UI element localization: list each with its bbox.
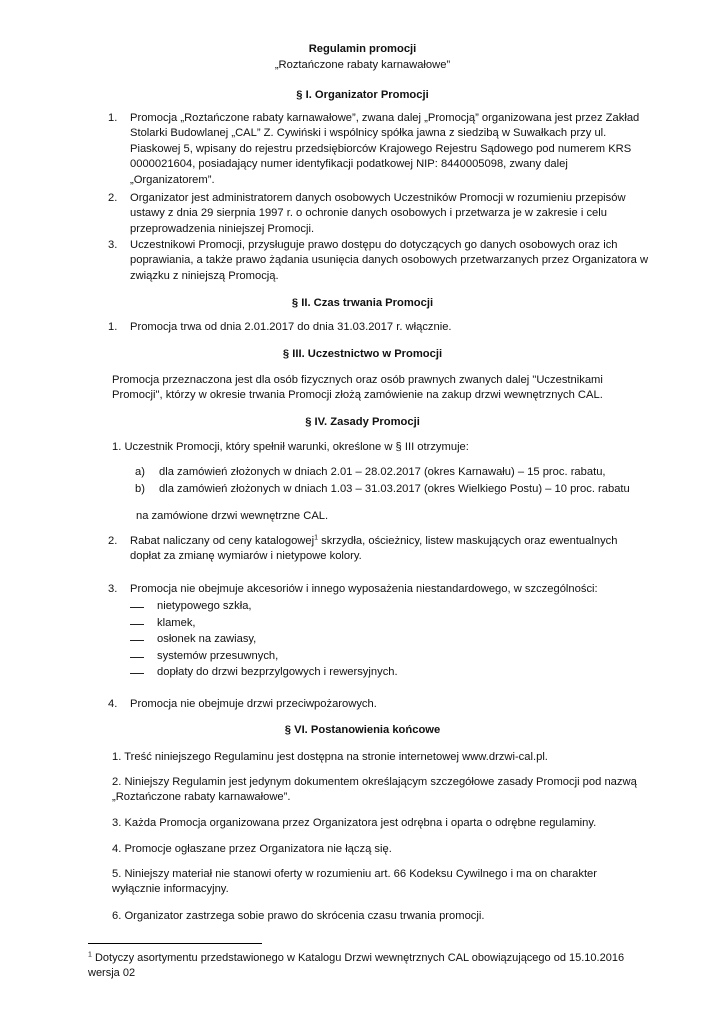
section-1-heading: § I. Organizator Promocji xyxy=(296,89,429,101)
s4-sub-a-text: dla zamówień złożonych w dniach 2.01 – 28.02.2017 (okres Karnawału) – 15 proc. rabatu, xyxy=(159,466,606,478)
s4-sub-b-letter: b) xyxy=(135,483,145,495)
s4-sub-tail: na zamówione drzwi wewnętrzne CAL. xyxy=(136,510,329,522)
s4-item-4-number: 4. xyxy=(108,698,118,710)
s4-dash-item-3: osłonek na zawiasy, xyxy=(157,633,257,645)
s4-paragraph-1: 1. Uczestnik Promocji, który spełnił warunki, określone w § III otrzymuje: xyxy=(112,441,469,453)
dash-bullet xyxy=(130,657,144,658)
s3-paragraph: Promocja przeznaczona jest dla osób fizycznych oraz osób prawnych zwanych dalej "Uczestnikami Promocji", którzy w okresie trwania Promocji złożą zamówienie na zakup drzwi wewnętrznych CAL. xyxy=(112,374,603,402)
footnote-text: Dotyczy asortymentu przedstawionego w Katalogu Drzwi wewnętrznych CAL obowiązującego od 15.10.2016 wersja 02 xyxy=(88,952,625,979)
s4-dash-item-1: nietypowego szkła, xyxy=(157,600,252,612)
s4-sub-a-letter: a) xyxy=(135,466,145,478)
document-title: Regulamin promocji xyxy=(308,43,417,55)
dash-bullet xyxy=(130,673,144,674)
dash-bullet xyxy=(130,624,144,625)
s6-paragraph-2: 2. Niniejszy Regulamin jest jedynym dokumentem określającym szczegółowe zasady Promocji pod nazwą „Roztańczone rabaty karnawałowe”. xyxy=(112,776,637,804)
s4-item-3-text: Promocja nie obejmuje akcesoriów i innego wyposażenia niestandardowego, w szczególności: xyxy=(130,583,598,595)
s6-paragraph-6: 6. Organizator zastrzega sobie prawo do skrócenia czasu trwania promocji. xyxy=(112,910,485,922)
s4-item-2-text-before: Rabat naliczany od ceny katalogowej xyxy=(130,535,315,547)
footnote-mark: 1 xyxy=(88,951,92,959)
dash-bullet xyxy=(130,607,144,608)
s6-paragraph-3: 3. Każda Promocja organizowana przez Organizatora jest odrębna i oparta o odrębne regulaminy. xyxy=(112,817,597,829)
s4-item-2-text-after: skrzydła, ościeżnicy, listew maskujących oraz ewentualnych dopłat za zmianę wymiarów i nietypowe kolory. xyxy=(130,535,618,563)
s1-item-1-text: Promocja „Roztańczone rabaty karnawałowe”, zwana dalej „Promocją” organizowana jest przez Zakład Stolarki Budowlanej „CAL” Z. Cywiński i wspólnicy spółka jawna z siedzibą w Suwałkach przy ul. Piaskowej 5, wpisany do rejestru przedsiębiorców Krajowego Rejestru Sądowego pod numerem KRS 0000021604, posiadający numer identyfikacji podatkowej NIP: 8440005098, zwany dalej „Organizatorem”. xyxy=(130,112,640,186)
dash-bullet xyxy=(130,640,144,641)
s4-sub-b-text: dla zamówień złożonych w dniach 1.03 – 31.03.2017 (okres Wielkiego Postu) – 10 proc. rabatu xyxy=(159,483,630,495)
s6-paragraph-4: 4. Promocje ogłaszane przez Organizatora nie łączą się. xyxy=(112,843,392,855)
s4-dash-item-5: dopłaty do drzwi bezprzylgowych i rewersyjnych. xyxy=(157,666,398,678)
s4-dash-item-4: systemów przesuwnych, xyxy=(157,650,279,662)
footnote-reference: 1 xyxy=(314,534,318,542)
section-2-heading: § II. Czas trwania Promocji xyxy=(291,297,434,309)
document-subtitle: „Roztańczone rabaty karnawałowe” xyxy=(274,59,451,71)
s4-item-4-text: Promocja nie obejmuje drzwi przeciwpożarowych. xyxy=(130,698,377,710)
s4-dash-item-2: klamek, xyxy=(157,617,196,629)
s1-item-3-text: Uczestnikowi Promocji, przysługuje prawo dostępu do dotyczących go danych osobowych oraz ich poprawiania, a także prawo żądania usunięcia danych osobowych przetwarzanych przez Organizatora w związku z niniejszą Promocją. xyxy=(130,239,649,282)
s1-item-3-number: 3. xyxy=(108,239,118,251)
s2-item-1-number: 1. xyxy=(108,321,118,333)
section-6-heading: § VI. Postanowienia końcowe xyxy=(284,724,441,736)
section-3-heading: § III. Uczestnictwo w Promocji xyxy=(282,348,443,360)
section-4-heading: § IV. Zasady Promocji xyxy=(305,416,420,428)
s2-item-1-text: Promocja trwa od dnia 2.01.2017 do dnia 31.03.2017 r. włącznie. xyxy=(130,321,452,333)
s4-item-3-number: 3. xyxy=(108,583,118,595)
s4-item-2-text xyxy=(130,534,650,565)
s4-item-2-number: 2. xyxy=(108,535,118,547)
s1-item-2-number: 2. xyxy=(108,192,118,204)
footnote xyxy=(88,951,648,981)
s6-paragraph-1: 1. Treść niniejszego Regulaminu jest dostępna na stronie internetowej www.drzwi-cal.pl. xyxy=(112,751,548,763)
s1-item-1-number: 1. xyxy=(108,112,118,124)
s1-item-2-text: Organizator jest administratorem danych osobowych Uczestników Promocji w rozumieniu przepisów ustawy z dnia 29 sierpnia 1997 r. o ochronie danych osobowych i przetwarza je w zakresie i celu przeprowadzenia niniejszej Promocji. xyxy=(130,192,626,235)
footnote-divider xyxy=(88,943,262,944)
s6-paragraph-5: 5. Niniejszy materiał nie stanowi oferty w rozumieniu art. 66 Kodeksu Cywilnego i ma on charakter wyłącznie informacyjny. xyxy=(112,868,598,896)
